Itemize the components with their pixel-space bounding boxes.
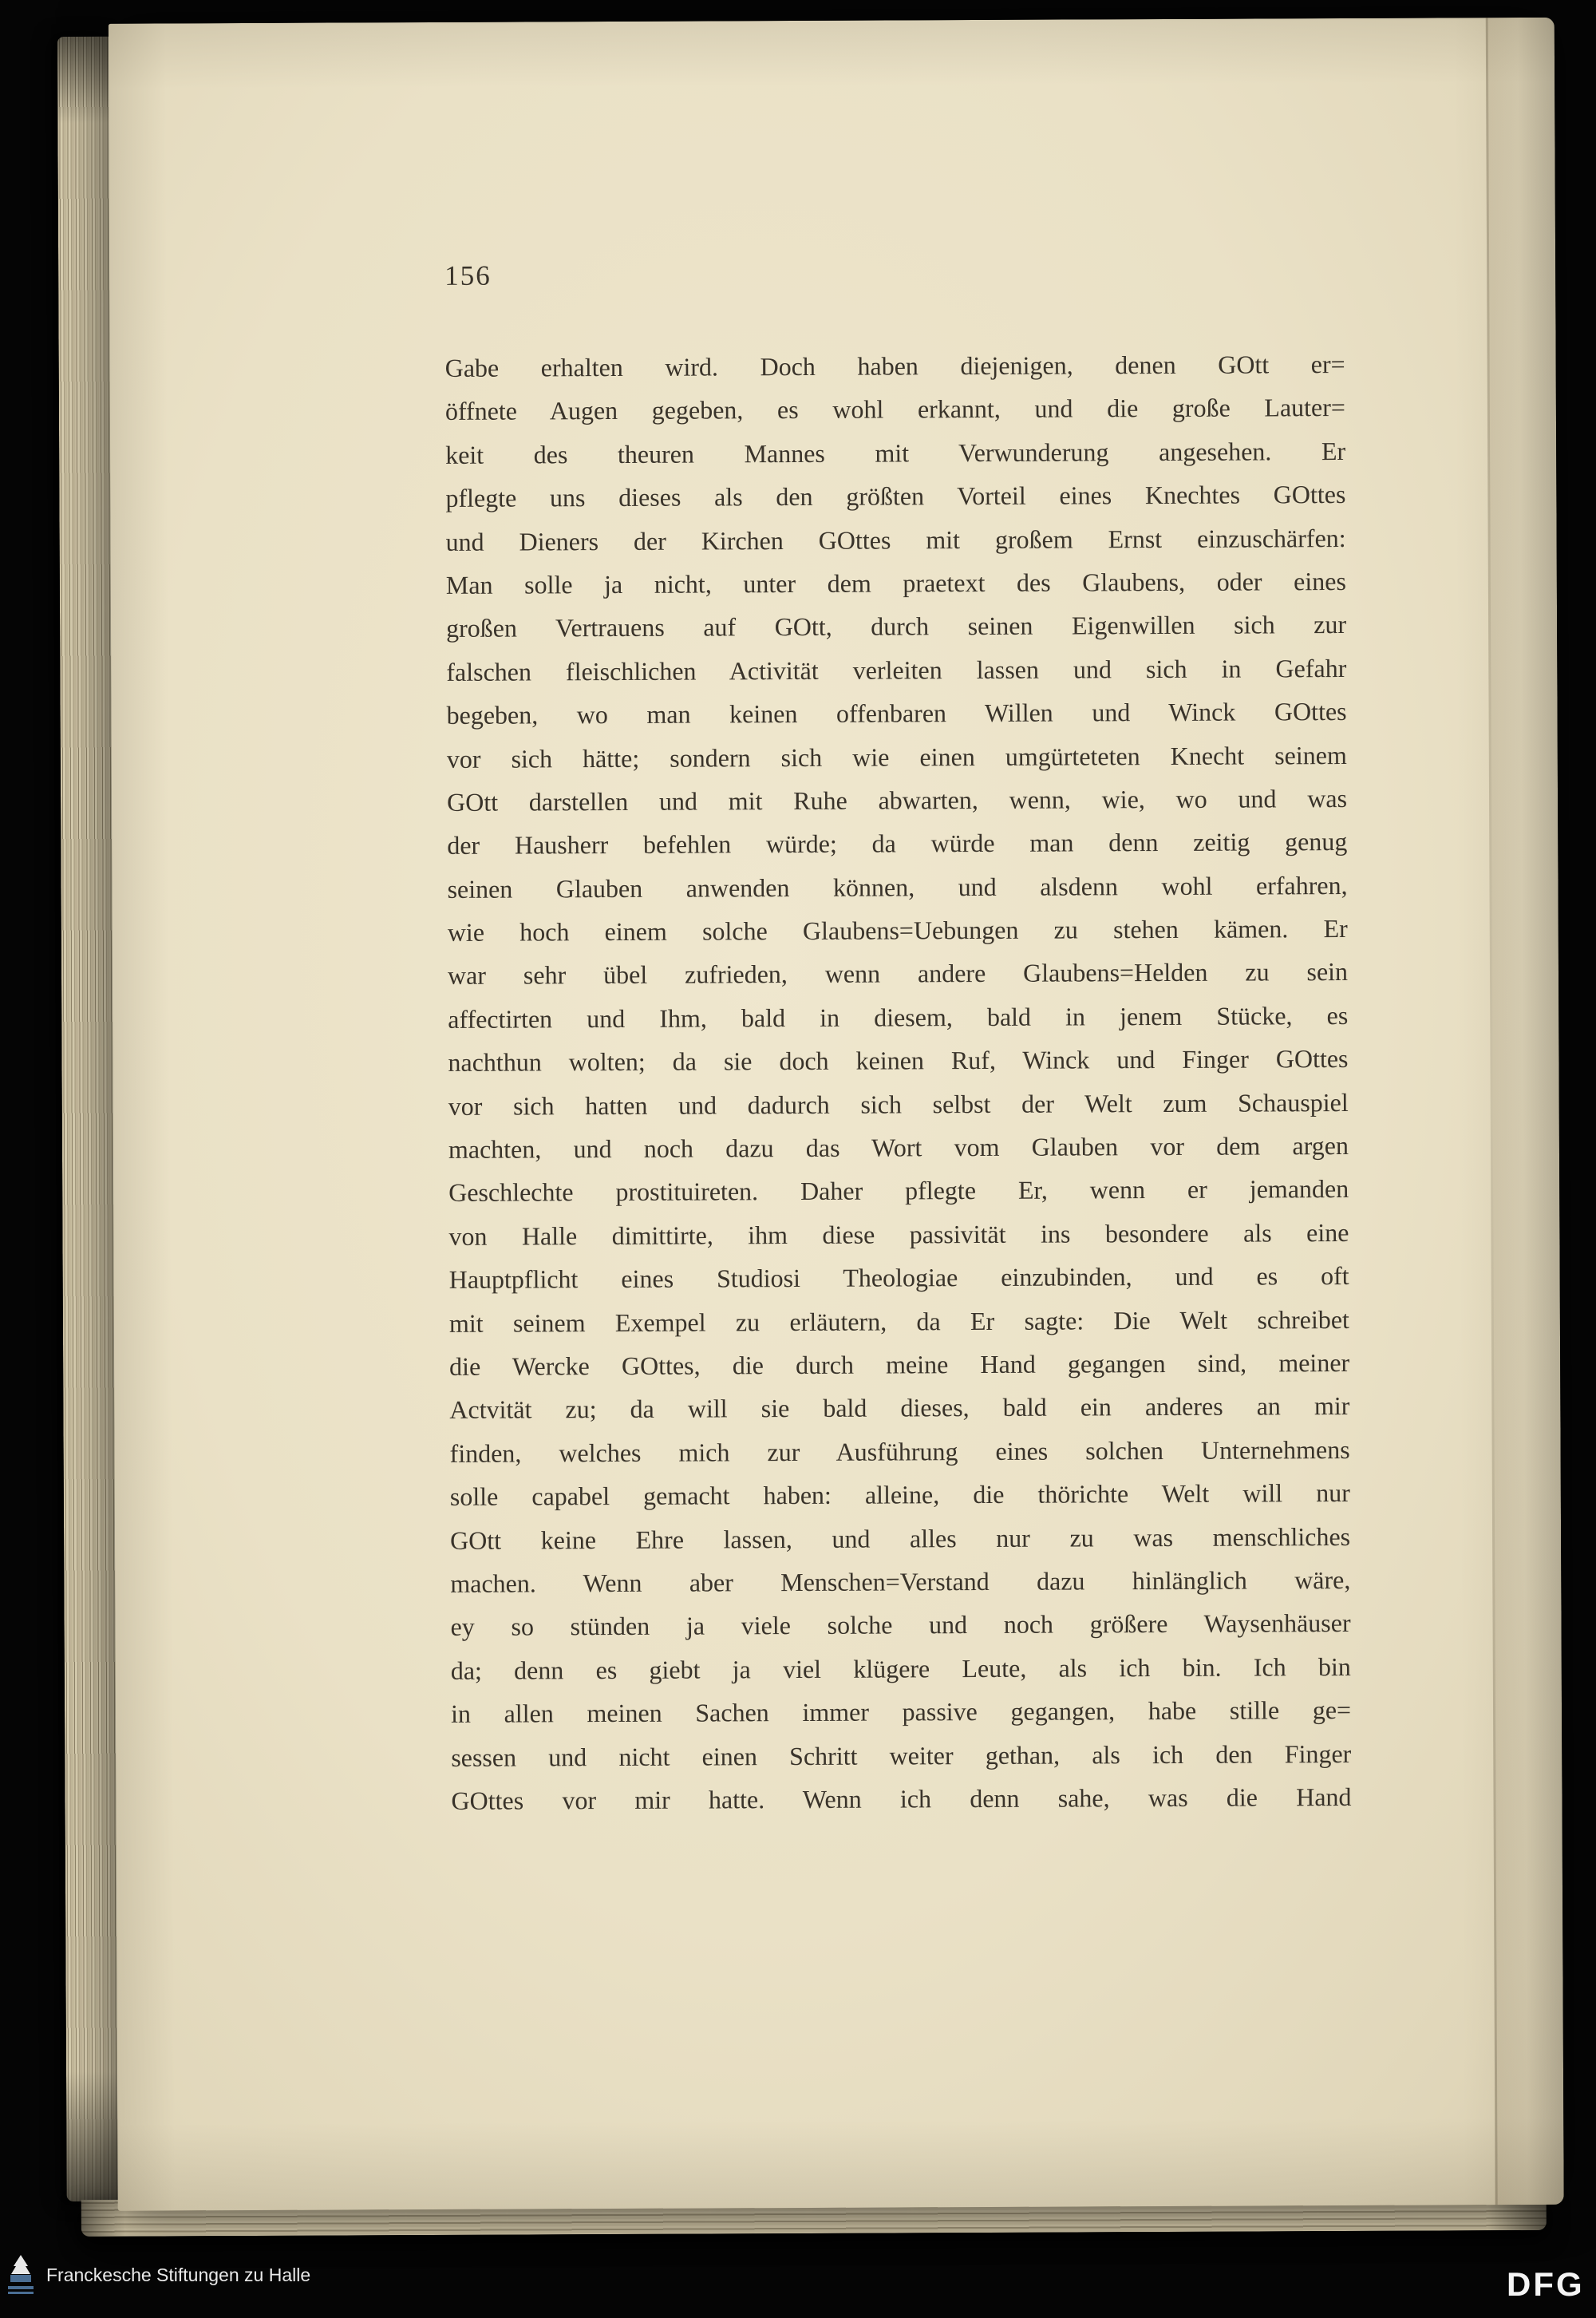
text-line: ey so stünden ja viele solche und noch größere Waysenhäuser bbox=[450, 1608, 1351, 1642]
text-line: nachthun wolten; da sie doch keinen Ruf, Winck und Finger GOttes bbox=[448, 1044, 1349, 1078]
text-line: solle capabel gemacht haben: alleine, die thörichte Welt will nur bbox=[449, 1478, 1350, 1512]
text-line: wie hoch einem solche Glaubens=Uebungen zu stehen kämen. Er bbox=[447, 914, 1348, 947]
text-line: falschen fleischlichen Activität verleiten lassen und sich in Gefahr bbox=[446, 653, 1347, 686]
text-line: Man solle ja nicht, unter dem praetext des Glaubens, oder eines bbox=[445, 566, 1346, 599]
text-block bbox=[445, 342, 1352, 1822]
library-name: Franckesche Stiftungen zu Halle bbox=[46, 2264, 311, 2285]
text-line: machten, und noch dazu das Wort vom Glauben vor dem argen bbox=[448, 1131, 1349, 1164]
text-line: die Wercke GOttes, die durch meine Hand gegangen sind, meiner bbox=[449, 1347, 1350, 1381]
text-line: von Halle dimittirte, ihm diese passivität ins besondere als eine bbox=[448, 1217, 1349, 1251]
text-line: GOtt darstellen und mit Ruhe abwarten, wenn, wie, wo und was bbox=[446, 783, 1348, 817]
text-line: war sehr übel zufrieden, wenn andere Glaubens=Helden zu sein bbox=[447, 957, 1349, 991]
footer-library bbox=[6, 2253, 310, 2297]
text-line: pflegte uns dieses als den größten Vorteil eines Knechtes GOttes bbox=[445, 480, 1346, 513]
book-page bbox=[109, 18, 1564, 2211]
text-line: GOtt keine Ehre lassen, und alles nur zu was menschliches bbox=[450, 1521, 1351, 1555]
franckesche-stiftungen-logo bbox=[6, 2253, 35, 2297]
text-line: großen Vertrauens auf GOtt, durch seinen Eigenwillen sich zur bbox=[446, 610, 1347, 643]
text-line: begeben, wo man keinen offenbaren Willen und Winck GOttes bbox=[446, 697, 1347, 730]
text-line: Gabe erhalten wird. Doch haben diejenigen, denen GOtt er= bbox=[444, 349, 1345, 382]
text-line: der Hausherr befehlen würde; da würde man denn zeitig genug bbox=[447, 827, 1348, 860]
page-number: 156 bbox=[444, 259, 492, 291]
text-line: Hauptpflicht eines Studiosi Theologiae einzubinden, und es oft bbox=[448, 1261, 1349, 1295]
text-line: GOttes vor mir hatte. Wenn ich denn sahe, was die Hand bbox=[451, 1782, 1352, 1815]
text-line: finden, welches mich zur Ausführung eines solchen Unternehmens bbox=[449, 1434, 1350, 1468]
text-line: in allen meinen Sachen immer passive gegangen, habe stille ge= bbox=[450, 1695, 1352, 1729]
text-line: seinen Glauben anwenden können, und alsdenn wohl erfahren, bbox=[447, 870, 1348, 904]
text-line: vor sich hätte; sondern sich wie einen umgürteteten Knecht seinem bbox=[446, 740, 1347, 773]
dfg-logo: DFG bbox=[1507, 2265, 1585, 2303]
text-line: sessen und nicht einen Schritt weiter gethan, als ich den Finger bbox=[451, 1738, 1352, 1772]
text-line: machen. Wenn aber Menschen=Verstand dazu hinlänglich wäre, bbox=[450, 1564, 1351, 1598]
binding-shadow bbox=[1488, 18, 1564, 2205]
text-line: öffnete Augen gegeben, es wohl erkannt, und die große Lauter= bbox=[444, 393, 1345, 426]
text-line: und Dieners der Kirchen GOttes mit großem Ernst einzuschärfen: bbox=[445, 523, 1346, 556]
text-line: Geschlechte prostituireten. Daher pflegte Er, wenn er jemanden bbox=[448, 1174, 1349, 1208]
text-line: Actvität zu; da will sie bald dieses, bald ein anderes an mir bbox=[449, 1391, 1350, 1425]
text-line: keit des theuren Mannes mit Verwunderung angesehen. Er bbox=[445, 436, 1346, 469]
text-line: mit seinem Exempel zu erläutern, da Er sagte: Die Welt schreibet bbox=[448, 1304, 1349, 1338]
text-line: affectirten und Ihm, bald in diesem, bald in jenem Stücke, es bbox=[448, 1000, 1349, 1034]
text-line: da; denn es giebt ja viel klügere Leute, als ich bin. Ich bin bbox=[450, 1651, 1351, 1685]
text-line: vor sich hatten und dadurch sich selbst der Welt zum Schauspiel bbox=[448, 1087, 1349, 1121]
